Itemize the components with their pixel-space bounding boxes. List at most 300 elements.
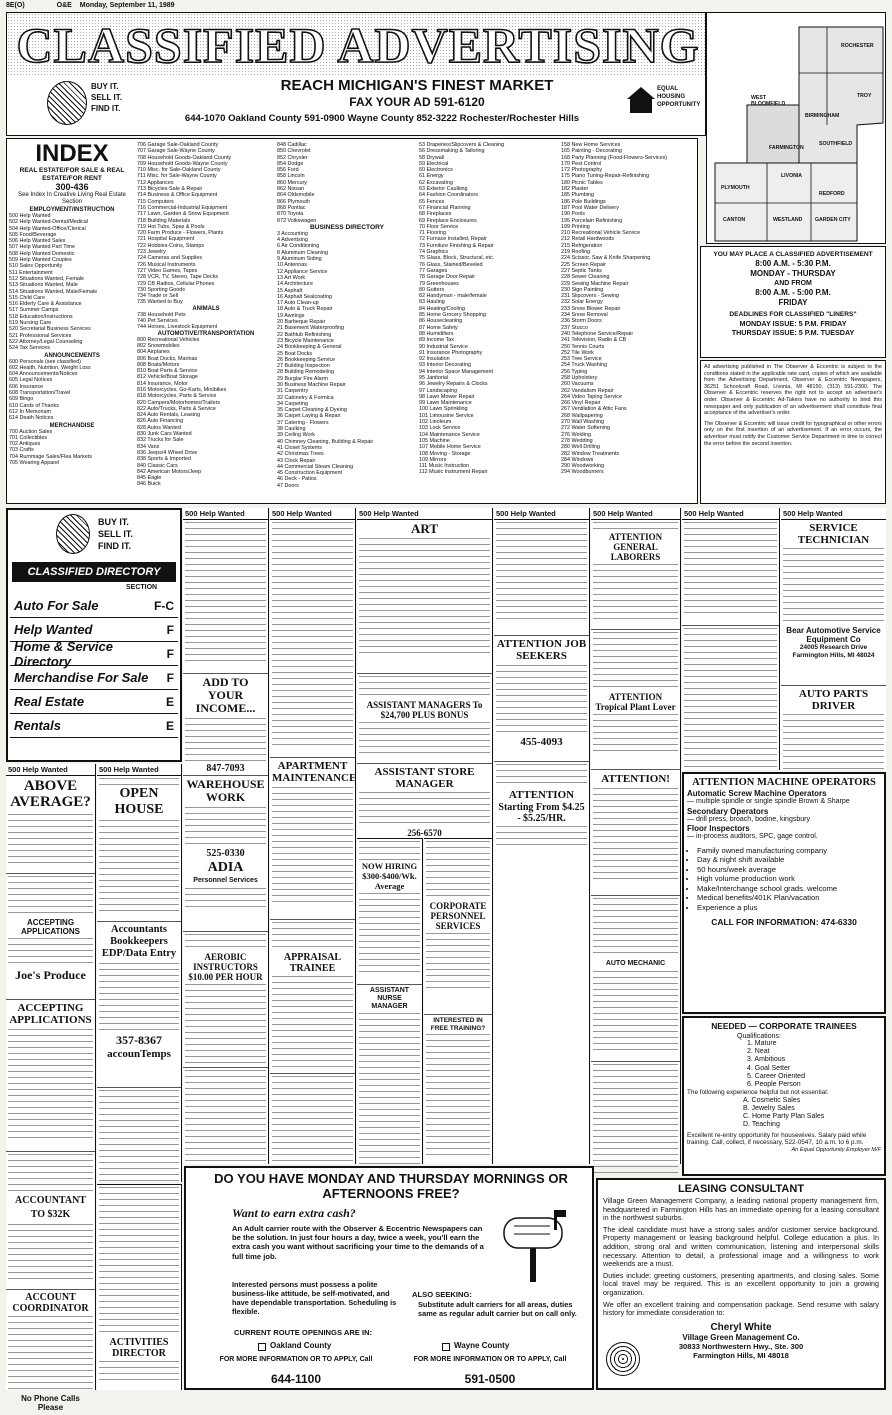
joes-produce: Joe's Produce xyxy=(15,968,86,982)
ad-title: ACCEPTING APPLICATIONS xyxy=(21,918,80,936)
ad-assistant-nurse xyxy=(357,985,422,1170)
list-item: 701 Collectibles xyxy=(9,434,48,441)
map-label-west-bloomfield: WEST BLOOMFIELD xyxy=(751,95,786,107)
list-item: 42 Christmas Trees xyxy=(277,451,324,458)
list-item: 96 Jewelry Repairs & Clocks xyxy=(419,381,488,388)
ad-body-text xyxy=(8,814,93,866)
list-item: 68 Fireplaces xyxy=(419,211,452,218)
directory-item-real-estate[interactable] xyxy=(10,690,178,714)
list-item: 845 Eagle xyxy=(137,475,162,482)
buy-sell-find-logo xyxy=(47,75,127,133)
machine-call: CALL FOR INFORMATION: 474-6330 xyxy=(711,916,857,927)
accountemps-phone: 357-8367 xyxy=(116,1033,162,1047)
list-item: 37 Catering - Flowers xyxy=(277,419,329,426)
directory-item-label: Rentals xyxy=(14,718,61,733)
list-item: 253 Tree Service xyxy=(561,356,602,363)
directory-sell-text: SELL IT. xyxy=(98,529,133,539)
carrier-also-body: Substitute adult carriers for all areas, duties same as regular adult carrier but on call only. xyxy=(418,1300,577,1318)
ad-column-g xyxy=(591,508,681,1164)
list-item: 600 Personals (see classified) xyxy=(9,358,81,365)
leasing-company: Village Green Management Co. xyxy=(682,1332,800,1342)
banner-title: CLASSIFIED ADVERTISING xyxy=(16,17,700,73)
ad-body-text xyxy=(8,876,93,916)
map-label-westland: WESTLAND xyxy=(773,217,803,223)
map-label-plymouth: PLYMOUTH xyxy=(721,185,750,191)
ad-title: ACCOUNT COORDINATOR xyxy=(12,1292,89,1314)
deadline-place: YOU MAY PLACE A CLASSIFIED ADVERTISEMENT xyxy=(713,251,873,258)
list-item: 818 Motorcycles, Parts & Service xyxy=(137,393,217,400)
ad-body-text xyxy=(359,792,490,826)
list-item: 700 Auction Sales xyxy=(9,428,53,435)
job-seekers-phone: 455-4093 xyxy=(520,736,563,748)
list-item: 67 Financial Planning xyxy=(419,204,471,211)
list-item: 47 Doors xyxy=(277,482,299,489)
list-item: 712 Appliances xyxy=(137,179,174,186)
ad-attention-starting xyxy=(494,762,589,869)
list-item: 111 Music Instruction xyxy=(419,463,470,470)
page-number: 8E(O) xyxy=(6,2,25,9)
ad-column-e xyxy=(357,508,493,838)
list-item: • 50 hours/week average xyxy=(697,865,881,875)
list-item: 820 Campers/Motorhomes/Trailers xyxy=(137,399,221,406)
wayne-checkbox[interactable] xyxy=(442,1343,450,1351)
buy-text: BUY IT. xyxy=(91,82,119,91)
ad-appraisal xyxy=(270,920,355,1074)
ad-body-text xyxy=(359,893,420,973)
leasing-body-4: We offer an excellent training and compensation package. Send resume with salary history for immediate consideration to: xyxy=(603,1299,879,1318)
leasing-address-1: 30833 Northwestern Hwy., Ste. 300 xyxy=(678,1341,804,1351)
list-item: 112 Music Instrument Repair xyxy=(419,469,488,476)
list-item: 872 Volkswagen xyxy=(277,217,317,224)
carrier-also: ALSO SEEKING: xyxy=(412,1290,472,1299)
list-item: 34 Carpeting xyxy=(277,400,308,407)
list-item: 75 Glass, Block, Structural, etc. xyxy=(419,255,495,262)
carrier-want: Want to earn extra cash? xyxy=(232,1206,356,1220)
list-item: 78 Garage Door Repair xyxy=(419,274,476,281)
ad-body-text xyxy=(426,933,490,993)
list-item: 3 Accounting xyxy=(277,230,308,237)
list-item: 61 Energy xyxy=(419,173,444,180)
ad-title: APPRAISAL TRAINEE xyxy=(283,952,342,974)
deadline-hours1: 8:00 A.M. - 5:30 P.M. xyxy=(755,259,831,268)
list-item: 72 Furnace Installed, Repair xyxy=(419,236,487,243)
list-item: 17 Auto Clean-up xyxy=(277,300,319,307)
directory-item-section: E xyxy=(165,694,174,709)
list-item: 728 VCR, TV, Stereo, Tape Decks xyxy=(137,274,219,281)
list-item: 46 Deck - Patios xyxy=(277,476,317,483)
column-heading: 500 Help Wanted xyxy=(183,508,268,520)
list-item: 866 Plymouth xyxy=(277,198,310,205)
map-label-birmingham: BIRMINGHAM xyxy=(805,113,840,119)
list-item: 800 Recreational Vehicles xyxy=(137,336,200,343)
paper-name: O&E xyxy=(56,2,72,9)
machine-list xyxy=(687,846,881,913)
machine-line-1: — multiple spindle or single spindle Brown & Sharpe xyxy=(687,798,850,805)
index-title: INDEX xyxy=(35,140,109,167)
ad-col-h-left xyxy=(682,508,780,770)
list-item: 100 Lawn Sprinkling xyxy=(419,406,468,413)
list-item: 199 Printing xyxy=(561,223,590,230)
list-item: 228 Sewer Cleaning xyxy=(561,274,610,281)
list-item: 250 Tennis Courts xyxy=(561,343,605,350)
index-col-1 xyxy=(9,141,135,503)
ad-assistant-manager-wanted xyxy=(494,520,589,636)
ad-body-text xyxy=(593,788,678,884)
list-item: 158 New Home Services xyxy=(561,142,621,148)
list-item: 225 Screen Repair xyxy=(561,261,606,268)
list-item: 187 Pool Water Delivery xyxy=(561,204,619,211)
adia-sub: Personnel Services xyxy=(193,877,258,884)
tagline: REACH MICHIGAN'S FINEST MARKET xyxy=(280,77,554,94)
list-item: 25 Boat Docks xyxy=(277,350,313,357)
list-item: 73 Furniture Finishing & Repair xyxy=(419,242,494,249)
ad-body-text xyxy=(783,548,884,626)
directory-item-section: F xyxy=(166,622,174,637)
list-item: 231 Slipcovers - Sewing xyxy=(561,293,619,300)
list-item: • Medical benefits/401K Plan/vacation xyxy=(697,893,881,903)
ad-title: ACCOUNTANT xyxy=(15,1195,86,1206)
ad-account-coordinator xyxy=(6,1290,95,1415)
list-item: 738 Household Pets xyxy=(137,311,186,318)
list-item: 69 Fireplace Enclosures xyxy=(419,217,477,224)
ad-title: LEASING CONSULTANT xyxy=(677,1183,805,1195)
ad-warehouse xyxy=(183,776,268,932)
ad-title: NOW HIRING $300-$400/Wk. Average xyxy=(361,861,418,891)
list-item: 266 Vinyl Repair xyxy=(561,400,601,407)
ad-body-text xyxy=(359,1013,420,1169)
map-label-canton: CANTON xyxy=(723,217,746,223)
index-col-4 xyxy=(419,142,559,502)
assistant-phone: 256-6570 xyxy=(407,828,442,838)
list-item: 703 Crafts xyxy=(9,447,34,454)
ad-column-c xyxy=(183,508,269,1164)
ad-attention xyxy=(591,770,680,896)
list-item: 170 Pest Control xyxy=(561,160,602,167)
ad-title: ACCEPTING APPLICATIONS xyxy=(9,1002,92,1026)
ad-accountants xyxy=(97,922,181,1088)
list-item: 272 Water Softening xyxy=(561,425,610,432)
column-heading: 500 Help Wanted xyxy=(494,508,589,520)
list-item: 858 Lincoln xyxy=(277,173,305,180)
list-item: 240 Telephone Service/Repair xyxy=(561,330,634,337)
ad-body-text xyxy=(359,676,490,700)
index-panel xyxy=(6,138,698,504)
ad-body-text xyxy=(359,538,490,658)
list-item: 290 Woodworking xyxy=(561,463,605,470)
carrier-body: An Adult carrier route with the Observer & Eccentric Newspapers can be the solution. In just four hours a day, twice a week, you'll earn the extra cash you want without sacrificing your time to the demands of a full time job. xyxy=(232,1224,484,1261)
leasing-body-1: Village Green Management Company, a leading national property management firm, headquartered in Farmington Hills has an immediate opening for a leasing consultant in the northwest suburbs. xyxy=(603,1196,879,1223)
column-heading: 500 Help Wanted xyxy=(97,764,181,776)
list-item: 80 Gutters xyxy=(419,286,445,293)
list-item: 93 Interior Decorating xyxy=(419,362,471,369)
map-label-troy: TROY xyxy=(857,93,872,99)
list-item: 18 Auto & Truck Repair xyxy=(277,306,333,313)
list-item: 264 Video Taping Service xyxy=(561,393,622,400)
list-item: 705 Wearing Apparel xyxy=(9,459,60,466)
list-item: 816 Motorcycles, Go-Karts, Minibikes xyxy=(137,386,227,393)
list-item: 109 Mirrors xyxy=(419,456,447,463)
list-item: 76 Glass, Stained/Beveled xyxy=(419,261,483,268)
list-item: 45 Construction Equipment xyxy=(277,470,343,477)
directory-item-auto[interactable] xyxy=(10,594,178,618)
list-item: 512 Situations Wanted, Female xyxy=(9,275,85,282)
list-item: 717 Lawn, Garden & Snow Equipment xyxy=(137,211,229,218)
ad-title: ATTENTION GENERAL LABORERS xyxy=(608,532,663,562)
list-item: 105 Machine xyxy=(419,437,450,444)
list-item: 722 Hobbies-Coins, Stamps xyxy=(137,242,205,249)
list-item: 83 Hauling xyxy=(419,299,445,306)
index-see: See Index In Creative Living Real Estate Section xyxy=(18,192,126,205)
ad-body-text xyxy=(185,718,266,762)
list-item: C. Home Party Plan Sales xyxy=(743,1113,825,1121)
merchandise-list xyxy=(9,429,135,467)
ad-body-text xyxy=(272,976,353,1072)
ad-title: ATTENTION Tropical Plant Lover xyxy=(595,692,676,712)
employment-list xyxy=(9,213,135,352)
list-item: 87 Home Safety xyxy=(419,324,458,331)
ad-body-text xyxy=(593,522,678,532)
masthead xyxy=(6,12,706,136)
policy-text-1: All advertising published in The Observer & Eccentric is subject to the conditions stated in the applicable rate card, copies of which are available from the Advertising Department, Observer & Eccentric Newspapers, 36251 Schoolcraft Road, Livonia, MI 48150, (313) 591-2300. The Observer & Eccentric reserves the right not to accept an advertiser's order. Observer & Eccentric Ad-Takers have no authority to bind this newspaper and only publication of an advertisement shall constitute final acceptance of the advertiser's order. xyxy=(704,364,882,417)
ad-column-b xyxy=(97,764,182,1182)
list-item: 510 Sales Opportunity xyxy=(9,263,63,270)
list-item: 19 Awnings xyxy=(277,312,305,319)
list-item: 92 Insulation xyxy=(419,356,450,363)
coverage-map xyxy=(706,12,886,244)
ad-vic-tanny xyxy=(270,520,355,758)
list-item: 15 Asphalt xyxy=(277,287,303,294)
list-item: 724 Cameras and Supplies xyxy=(137,255,203,262)
ad-job-seekers xyxy=(494,636,589,762)
list-item: 860 Mercury xyxy=(277,179,307,186)
list-item: 614 Death Notices xyxy=(9,415,54,422)
carrier-phone-wayne: 591-0500 xyxy=(464,1372,516,1386)
list-item: 104 Maintenance Service xyxy=(419,431,480,438)
ad-body-text xyxy=(496,764,587,788)
ad-auto-mechanic xyxy=(591,896,680,1062)
auto-list xyxy=(137,337,275,488)
list-item: 810 Boat Parts & Service xyxy=(137,368,198,375)
policy-box xyxy=(700,360,886,504)
list-item: 71 Flooring xyxy=(419,230,446,237)
list-item: 868 Pontiac xyxy=(277,204,306,211)
list-item: 719 Hot Tubs, Spas & Pools xyxy=(137,223,205,230)
directory-item-merchandise[interactable] xyxy=(10,666,178,690)
ad-body-text xyxy=(593,564,678,624)
ad-body-text xyxy=(496,826,587,850)
list-item: 74 Graphics xyxy=(419,249,449,256)
list-item: 608 Transportation/Travel xyxy=(9,390,71,397)
ad-body-text xyxy=(496,522,587,624)
ad-title: APARTMENT MAINTENANCE xyxy=(272,760,357,784)
list-item: 294 Woodburners xyxy=(561,469,604,476)
ad-title: NEEDED — CORPORATE TRAINEES xyxy=(711,1021,857,1031)
list-item: 836 Jeeps/4 Wheel Drive xyxy=(137,449,198,456)
ad-body-text xyxy=(185,934,266,952)
list-item: 36 Carpet Laying & Repair xyxy=(277,413,341,420)
business-list xyxy=(277,231,417,489)
list-item: 91 Insurance Photography xyxy=(419,349,483,356)
business-list-3 xyxy=(561,142,697,476)
needed-list-2 xyxy=(743,1097,881,1130)
list-item: 256 Typing xyxy=(561,368,588,375)
directory-bulb-icon xyxy=(56,514,90,554)
list-item: 516 Elderly Care & Assistance xyxy=(9,301,82,308)
ad-open-house xyxy=(97,776,181,922)
list-item: 38 Caulking xyxy=(277,426,306,433)
directory-title: CLASSIFIED DIRECTORY xyxy=(12,562,176,582)
directory-item-label: Help Wanted xyxy=(14,622,93,637)
list-item: 870 Toyota xyxy=(277,211,304,218)
list-item: 97 Landscaping xyxy=(419,387,458,394)
directory-item-label: Home & Service Directory xyxy=(14,638,113,669)
ad-body-text xyxy=(8,938,93,968)
ad-body-text xyxy=(99,1090,179,1182)
needed-list xyxy=(747,1040,881,1089)
list-item: 517 Summer Camps xyxy=(9,307,59,314)
list-item: 734 Trade or Sell xyxy=(137,293,179,300)
list-item: 230 Sign Painting xyxy=(561,286,604,293)
list-item: 30 Business Machine Repair xyxy=(277,381,346,388)
list-item: 24 Bookkeeping & General xyxy=(277,344,342,351)
list-item: 726 Musical Instruments xyxy=(137,261,196,268)
list-item: 41 Closet Systems xyxy=(277,444,322,451)
ad-body-text xyxy=(8,1029,93,1141)
list-item: 254 Truck Washing xyxy=(561,362,607,369)
list-item: 2. Neat xyxy=(747,1048,770,1056)
list-item: 606 Insurance xyxy=(9,383,44,390)
list-item: 27 Building Inspection xyxy=(277,363,330,370)
ad-above-average xyxy=(6,776,95,874)
list-item: • Family owned manufacturing company xyxy=(697,846,881,856)
ad-body-text xyxy=(593,898,678,958)
ad-body-text xyxy=(99,963,179,1033)
ad-title: ATTENTION JOB SEEKERS xyxy=(496,638,587,662)
ad-title: AUTO PARTS DRIVER xyxy=(798,688,869,712)
directory-item-home-service[interactable] xyxy=(10,638,178,669)
list-item: 29 Burglar Fire Alarm xyxy=(277,375,328,382)
accountemps-logo: accounTemps xyxy=(107,1048,171,1060)
ad-body-text xyxy=(272,522,353,746)
list-item: 500 Help Wanted xyxy=(9,213,51,219)
list-item: 233 Snow Blower Repair xyxy=(561,305,621,312)
list-item: 212 Retail Hardwoods xyxy=(561,236,615,243)
directory-item-rentals[interactable] xyxy=(10,714,178,738)
ad-title: ATTENTION xyxy=(508,789,575,801)
machine-subtitle: Automatic Screw Machine Operators xyxy=(687,789,827,798)
list-item: 64 Fashion Coordinators xyxy=(419,192,479,199)
ad-misc-d xyxy=(270,1074,355,1175)
machine-line-2: Secondary Operators xyxy=(687,806,769,816)
needed-footer: Excellent re-entry opportunity for housewives. Salary paid while training. Call, collect, if necessary, 522-0547, 10 a.m. to 6 p.m. xyxy=(687,1131,867,1147)
leasing-address-2: Farmington Hills, MI 48018 xyxy=(693,1350,789,1360)
list-item: 522 Attorney/Legal Counseling xyxy=(9,338,83,345)
index-col-2 xyxy=(137,142,275,502)
ad-body-text xyxy=(272,1076,353,1164)
needed-helpful: The following experience helpful but not essential: xyxy=(687,1089,829,1097)
oakland-checkbox[interactable] xyxy=(258,1343,266,1351)
ad-add-income xyxy=(183,674,268,776)
map-label-southfield: SOUTHFIELD xyxy=(819,141,853,147)
list-item: 605 Legal Notices xyxy=(9,377,53,384)
ad-auto-parts-driver xyxy=(781,686,886,781)
ad-body-text xyxy=(185,807,266,847)
list-item: 806 Boat Docks, Marinas xyxy=(137,355,198,362)
list-item: 840 Classic Cars xyxy=(137,462,178,469)
list-item: 14 Architecture xyxy=(277,281,313,288)
list-item: 44 Commercial Steam Cleaning xyxy=(277,463,354,470)
ad-pay: TO $32K xyxy=(30,1209,71,1220)
list-item: 241 Television, Radio & CB xyxy=(561,337,627,344)
bear-name: Bear Automotive Service Equipment Co xyxy=(786,626,881,644)
list-item: 39 Ceiling Work xyxy=(277,432,315,439)
list-item: 504 Help Wanted-Office/Clerical xyxy=(9,225,86,232)
list-item: 709 Household Goods-Wayne County xyxy=(137,160,228,167)
list-item: 721 Hospital Equipment xyxy=(137,236,195,243)
ad-art xyxy=(357,520,492,674)
list-item: 609 Bingo xyxy=(9,396,34,403)
needed-eoe: An Equal Opportunity Employer M/F xyxy=(791,1146,881,1153)
directory-item-section: F xyxy=(166,646,174,661)
index-col-3 xyxy=(277,142,417,502)
adia-logo: ADIA xyxy=(207,860,244,875)
ad-body-text xyxy=(426,841,490,901)
list-item: 102 Linoleum xyxy=(419,419,452,426)
list-item: 22 Bathtub Refinishing xyxy=(277,331,332,338)
carrier-phone-oakland: 644-1100 xyxy=(270,1372,322,1386)
list-item: 99 Lawn Maintenance xyxy=(419,400,472,407)
list-item: 4. Goal Setter xyxy=(747,1064,791,1072)
list-item: 172 Photography xyxy=(561,167,603,174)
list-item: 236 Storm Doors xyxy=(561,318,602,325)
list-item: 182 Plaster xyxy=(561,186,589,193)
machine-line-3: — drill press, broach, bodine, kingsbury xyxy=(687,815,810,823)
list-item: 229 Sewing Machine Repair xyxy=(561,280,629,287)
list-item: 716 Commercial-Industrial Equipment xyxy=(137,204,228,211)
leasing-name: Cheryl White xyxy=(710,1321,772,1333)
ad-general-laborers xyxy=(591,520,680,630)
list-item: 520 Secretarial Business Services xyxy=(9,326,91,333)
ad-body-text xyxy=(185,1070,266,1170)
ad-assistant-managers xyxy=(357,674,492,764)
ad-corporate-trainees xyxy=(682,1016,886,1176)
column-heading: 500 Help Wanted xyxy=(6,764,95,776)
list-item: 713 Bicycles-Sale & Repair xyxy=(137,186,203,193)
carrier-info-oakland: FOR MORE INFORMATION OR TO APPLY, Call xyxy=(219,1356,373,1363)
list-item: 70 Floor Service xyxy=(419,223,459,230)
directory-item-section: E xyxy=(165,718,174,733)
ad-body-text xyxy=(684,522,777,614)
list-item: 710 Misc. for Sale-Oakland County xyxy=(137,167,221,174)
ad-body-text xyxy=(593,1064,678,1176)
deadline-friday: FRIDAY xyxy=(778,298,808,307)
list-item: 53 Draperies/Slipcovers & Cleaning xyxy=(419,142,505,148)
ad-title: OPEN HOUSE xyxy=(114,786,164,817)
list-item: 511 Entertainment xyxy=(9,269,53,276)
machine-line-5: — in-process auditors, SPC, gage control. xyxy=(687,833,818,840)
auto-list-2 xyxy=(277,142,417,224)
list-item: 852 Chrysler xyxy=(277,154,308,161)
list-item: 744 Horses, Livestock Equipment xyxy=(137,324,218,331)
directory-section-label: SECTION xyxy=(126,584,158,591)
directory-item-label: Merchandise For Sale xyxy=(14,670,149,685)
deadline-hours2: 8:00 A.M. - 5:00 P.M. xyxy=(755,288,831,297)
ad-body-text xyxy=(99,1187,179,1337)
village-green-logo xyxy=(606,1342,640,1376)
ad-title: SERVICE TECHNICIAN xyxy=(797,522,870,546)
directory-item-section: F-C xyxy=(154,598,174,613)
list-item: 40 Chimney Cleaning, Building & Repair xyxy=(277,438,374,445)
